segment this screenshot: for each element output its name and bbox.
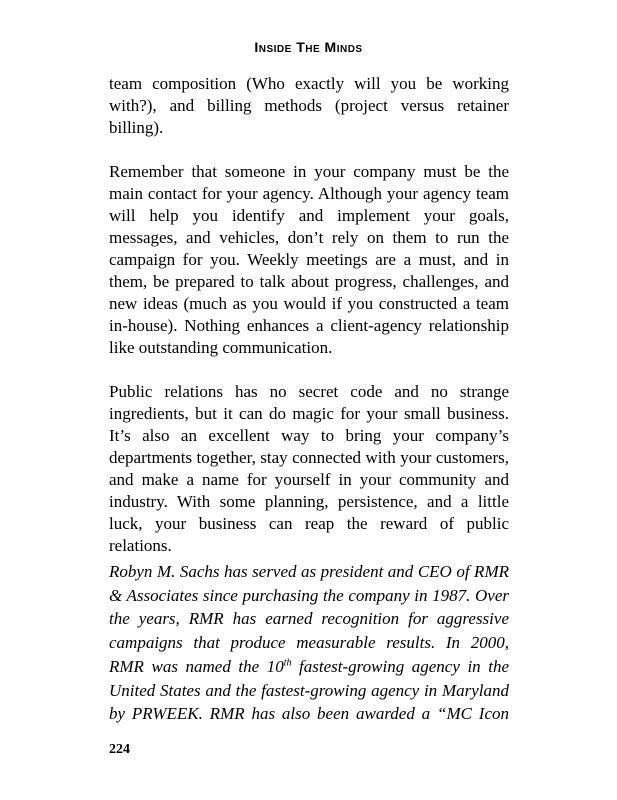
paragraph-main-contact: Remember that someone in your company must be the main contact for your agency. Although your agency team will help you identify and implement your goals, messages, and vehicles, don’t rely on them to run the campaign for you. Weekly meetings are a must, and in them, be prepared to talk about progress, challenges, and new ideas (much as you would if you constructed a team in-house). Nothing enhances a client-agency relationship like outstanding communication. xyxy=(109,162,509,357)
paragraph-public-relations-magic: Public relations has no secret code and no strange ingredients, but it can do magic for your small business. It’s also an excellent way to bring your company’s departments together, stay connected with your customers, and make a name for yourself in your community and industry. With some planning, persistence, and a little luck, your business can reap the reward of public relations. xyxy=(109,382,509,555)
ordinal-superscript: th xyxy=(283,657,292,669)
author-bio xyxy=(109,560,509,726)
author-bio-text-end: fastest-growing agency in the United States and the fastest-growing agency in Maryland by PRWEEK. RMR has also been awarded a “MC Icon xyxy=(109,656,509,724)
page-number: 224 xyxy=(109,742,130,757)
body-text xyxy=(109,73,509,557)
paragraph-billing-methods: team composition (Who exactly will you be working with?), and billing methods (project versus retainer billing). xyxy=(109,74,509,137)
author-bio-text-start: Robyn M. Sachs has served as president and CEO of RMR & Associates since purchasing the company in 1987. Over the years, RMR has earned recognition for aggressive campaigns that produce measurable results. In 2000, RMR was named the 10 xyxy=(109,562,509,676)
running-header: Inside The Minds xyxy=(254,39,363,55)
